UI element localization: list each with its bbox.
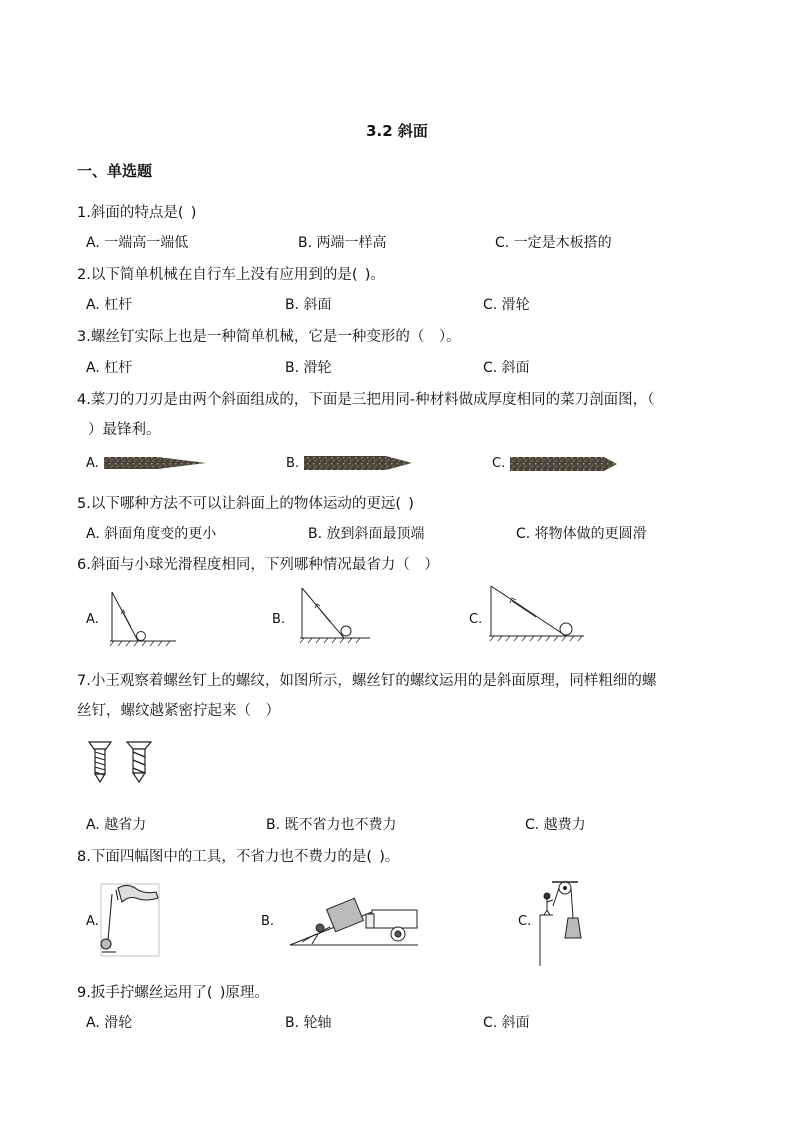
question-4-line-1: 4.菜刀的刀刃是由两个斜面组成的，下面是三把用同-种材料做成厚度相同的菜刀剖面图，（ (77, 392, 655, 408)
q3-option-c: C. 斜面 (483, 360, 530, 376)
question-9: 9.扳手拧螺丝运用了( )原理。 (77, 985, 269, 1001)
q2-option-a: A. 杠杆 (86, 297, 133, 313)
question-7-line-1: 7.小王观察着螺丝钉上的螺纹，如图所示，螺丝钉的螺纹运用的是斜面原理，同样粗细的螺 (77, 673, 657, 689)
q3-option-a: A. 杠杆 (86, 360, 133, 376)
question-3: 3.螺丝钉实际上也是一种简单机械，它是一种变形的（ ）。 (77, 329, 461, 345)
q1-option-b: B. 两端一样高 (298, 235, 387, 251)
question-8: 8.下面四幅图中的工具，不省力也不费力的是( )。 (77, 849, 400, 865)
screw-icon (127, 742, 151, 782)
hand-lever-tool-figure (101, 884, 159, 956)
question-4-line-2: ）最锋利。 (88, 422, 161, 438)
q2-option-b: B. 斜面 (285, 297, 332, 313)
q2-option-c: C. 滑轮 (483, 297, 530, 313)
q7-option-c: C. 越费力 (525, 817, 586, 833)
q4-option-a: A. (86, 456, 99, 471)
q5-option-a: A. 斜面角度变的更小 (86, 526, 217, 542)
q9-option-c: C. 斜面 (483, 1015, 530, 1031)
section-heading: 一、单选题 (77, 162, 153, 180)
q7-option-b: B. 既不省力也不费力 (266, 817, 397, 833)
truck-ramp-figure (290, 898, 418, 945)
question-5: 5.以下哪种方法不可以让斜面上的物体运动的更远( ) (77, 496, 414, 512)
q7-option-a: A. 越省力 (86, 817, 147, 833)
slope-figure-c (489, 586, 584, 641)
screw-icon (89, 742, 111, 782)
q9-option-b: B. 轮轴 (285, 1015, 332, 1031)
q5-option-c: C. 将物体做的更圆滑 (516, 526, 647, 542)
knife-blade-b-figure (304, 456, 412, 470)
q4-option-c: C. (492, 456, 506, 471)
q9-option-a: A. 滑轮 (86, 1015, 133, 1031)
knife-blade-c-figure (510, 457, 617, 471)
question-2: 2.以下简单机械在自行车上没有应用到的是( )。 (77, 267, 385, 283)
q4-option-b: B. (286, 456, 300, 471)
q5-option-b: B. 放到斜面最顶端 (308, 526, 425, 542)
q8-option-b: B. (261, 914, 275, 929)
q1-option-c: C. 一定是木板搭的 (495, 235, 612, 251)
q3-option-b: B. 滑轮 (285, 360, 332, 376)
q8-option-a: A. (86, 914, 99, 929)
knife-blade-a-figure (104, 457, 206, 469)
q6-option-c: C. (469, 612, 483, 627)
question-1: 1.斜面的特点是( ) (77, 205, 197, 221)
slope-figure-a (110, 592, 176, 646)
page-title: 3.2 斜面 (366, 122, 428, 140)
q1-option-a: A. 一端高一端低 (86, 235, 189, 251)
question-6: 6.斜面与小球光滑程度相同，下列哪种情况最省力（ ） (77, 557, 439, 573)
question-7-line-2: 丝钉，螺纹越紧密拧起来（ ） (77, 703, 280, 719)
q8-option-c: C. (518, 914, 532, 929)
q6-option-a: A. (86, 612, 99, 627)
q6-option-b: B. (272, 612, 286, 627)
pulley-figure (540, 882, 581, 966)
slope-figure-b (300, 588, 370, 643)
